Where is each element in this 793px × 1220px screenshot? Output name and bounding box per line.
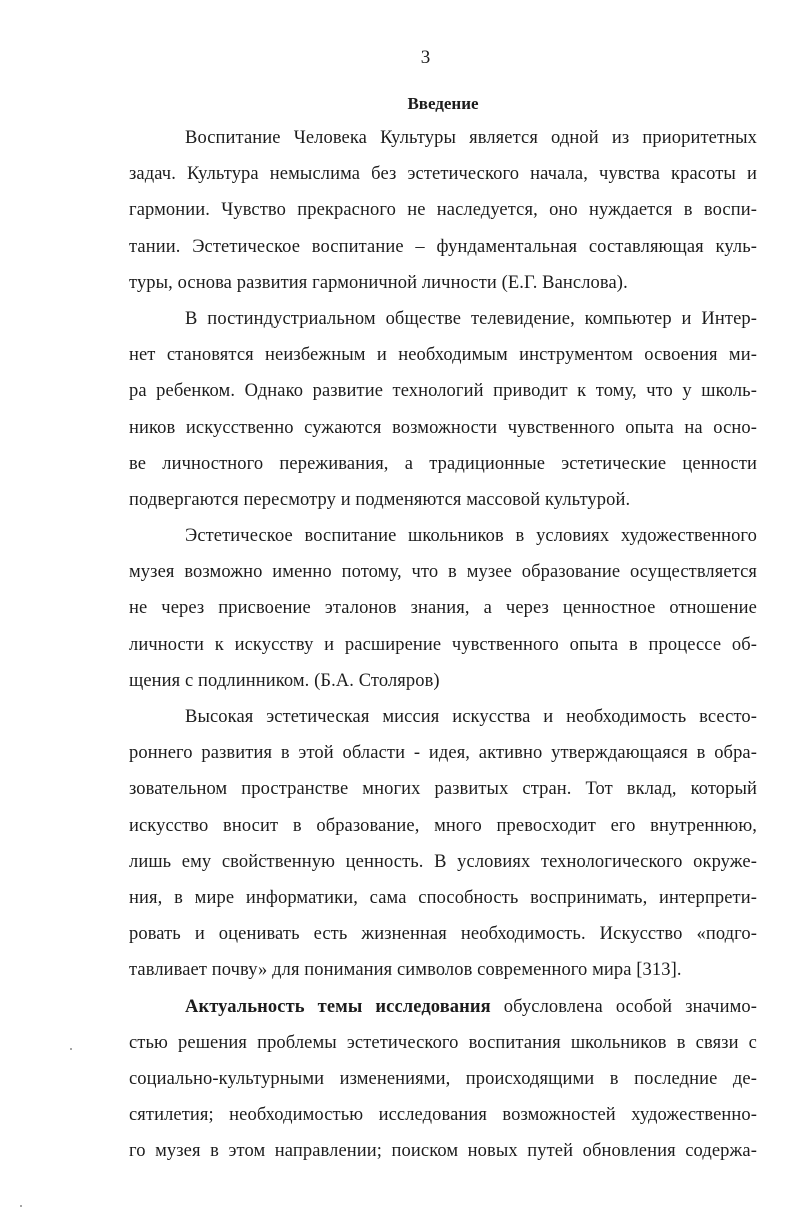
scan-speck [70,1048,72,1050]
text-line: зовательном пространстве многих развитых стран. Тот вклад, который [129,779,757,800]
text-line: искусство вносит в образование, много превосходит его внутреннюю, [129,815,757,836]
paragraph-relevance [129,989,757,1170]
text-line: го музея в этом направлении; поиском новых путей обновления содержа- [129,1141,757,1162]
text-line: тавливает почву» для понимания символов современного мира [313]. [129,960,682,981]
page-number: 3 [420,47,431,68]
document-body [129,120,757,1169]
text-line: лишь ему свойственную ценность. В условиях технологического окруже- [129,851,757,872]
text-line: тании. Эстетическое воспитание – фундаментальная составляющая куль- [129,236,757,257]
section-heading: Введение [407,94,479,113]
text-line: музея возможно именно потому, что в музее образование осуществляется [129,562,757,583]
text-line: стью решения проблемы эстетического воспитания школьников в связи с [129,1032,757,1053]
text-line: ве личностного переживания, а традиционные эстетические ценности [129,453,757,474]
text-line: ровать и оценивать есть жизненная необходимость. Искусство «подго- [129,924,757,945]
text-line: В постиндустриальном обществе телевидение, компьютер и Интер- [185,308,757,329]
text-line: нет становятся неизбежным и необходимым инструментом освоения ми- [129,345,757,366]
text-line: щения с подлинником. (Б.А. Столяров) [129,670,440,691]
text-line: ния, в мире информатики, сама способность воспринимать, интерпрети- [129,887,757,908]
text-line: не через присвоение эталонов знания, а через ценностное отношение [129,598,757,619]
text-line: Воспитание Человека Культуры является одной из приоритетных [185,128,757,148]
text-line: роннего развития в этой области - идея, активно утверждающаяся в обра- [129,743,757,764]
text-line: туры, основа развития гармоничной личности (Е.Г. Ванслова). [129,272,628,293]
paragraph-museum [129,518,757,699]
text-line: Эстетическое воспитание школьников в условиях художественного [185,526,757,547]
text-line: подвергаются пересмотру и подменяются массовой культурой. [129,489,631,510]
text-line: сятилетия; необходимостью исследования возможностей художественно- [129,1105,757,1126]
relevance-lead-rest: обусловлена особой значимо- [490,996,758,1017]
paragraph-mission [129,699,757,989]
relevance-lead-bold: Актуальность темы исследования [185,996,491,1017]
text-line: социально-культурными изменениями, происходящими в последние де- [129,1068,757,1089]
text-line: задач. Культура немыслима без эстетического начала, чувства красоты и [129,164,757,185]
scan-speck [20,1205,22,1207]
paragraph-postindustrial [129,301,757,518]
text-line: личности к искусству и расширение чувственного опыта в процессе об- [129,634,757,655]
text-line: гармонии. Чувство прекрасного не наследуется, оно нуждается в воспи- [129,200,757,221]
paragraph-intro [129,120,757,301]
text-line: Высокая эстетическая миссия искусства и необходимость всесто- [185,707,757,727]
text-line: ра ребенком. Однако развитие технологий приводит к тому, что у школь- [129,381,757,402]
text-line [129,989,757,1025]
text-line: ников искусственно сужаются возможности чувственного опыта на осно- [129,417,757,438]
